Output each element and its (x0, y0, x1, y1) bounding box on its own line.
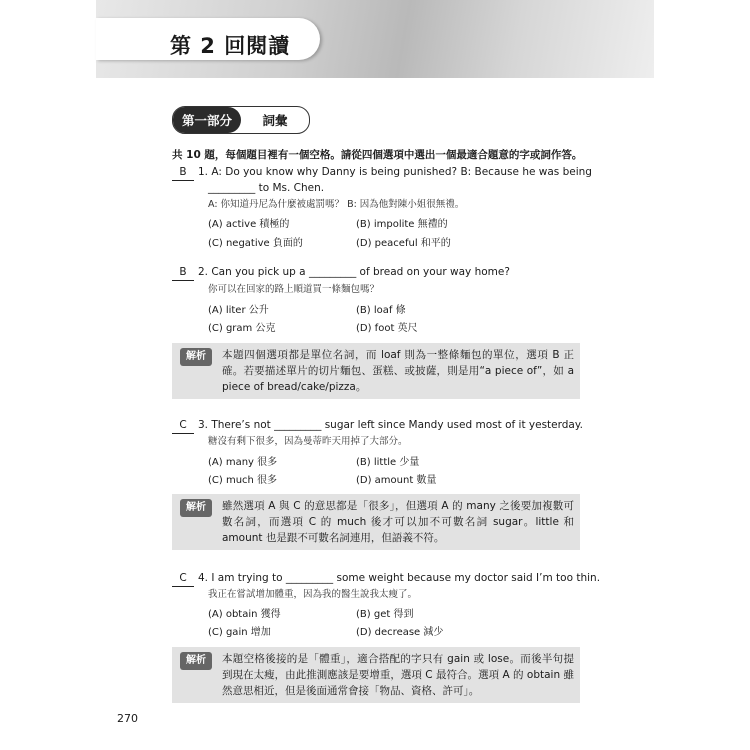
question-3-translation: 糖沒有剩下很多，因為曼蒂昨天用掉了大部分。 (208, 436, 408, 447)
question-text: 1. A: Do you know why Danny is being punished? B: Because he was being (198, 166, 592, 178)
option-b: (B) impolite 無禮的 (356, 219, 448, 230)
explanation-text: 本題四個選項都是單位名詞，而 loaf 則為一整條麵包的單位，選項 B 正確。若要描述單片的切片麵包、蛋糕、或披薩，則是用“a piece of”，如 a piece of bread/cake/pizza。 (222, 349, 574, 393)
option-b: (B) loaf 條 (356, 305, 406, 316)
explanation-text: 本題空格後接的是「體重」，適合搭配的字只有 gain 或 lose。而後半句提到現在太瘦，由此推測應該是要增重，選項 C 最符合。選項 A 的 obtain 雖然意思相近，但是後面通常會接「物品、資格、許可」。 (222, 653, 574, 697)
explanation-badge: 解析 (180, 499, 212, 517)
answer-blank: B (172, 164, 194, 181)
question-2 (172, 264, 510, 281)
explanation-text: 雖然選項 A 與 C 的意思都是「很多」，但選項 A 的 many 之後要加複數可數名詞，而選項 C 的 much 後才可以加不可數名詞 sugar。little 和 amount 也是跟不可數名詞連用，但語義不符。 (222, 500, 574, 544)
option-d: (D) peaceful 和平的 (356, 238, 451, 249)
option-c: (C) gram 公克 (208, 323, 276, 334)
option-c: (C) negative 負面的 (208, 238, 303, 249)
answer-blank: B (172, 264, 194, 281)
answer-blank: C (172, 417, 194, 434)
question-2-translation: 你可以在回家的路上順道買一條麵包嗎？ (208, 284, 380, 295)
question-4-translation: 我正在嘗試增加體重，因為我的醫生說我太瘦了。 (208, 589, 418, 600)
section-name-label: 詞彙 (262, 113, 288, 128)
question-3 (172, 417, 583, 434)
explanation-badge: 解析 (180, 652, 212, 670)
explanation-badge: 解析 (180, 348, 212, 366)
question-1 (172, 164, 592, 181)
option-a: (A) liter 公升 (208, 305, 269, 316)
instructions: 共 10 題，每個題目裡有一個空格。請從四個選項中選出一個最適合題意的字或詞作答。 (172, 149, 583, 161)
explanation-box (172, 647, 580, 703)
section-part-label: 第一部分 (173, 107, 241, 133)
question-text: 2. Can you pick up a _________ of bread on your way home? (198, 266, 510, 278)
option-d: (D) foot 英尺 (356, 323, 418, 334)
explanation-box (172, 494, 580, 550)
question-text: 4. I am trying to _________ some weight because my doctor said I’m too thin. (198, 572, 601, 584)
question-1-translation: A: 你知道丹尼為什麼被處罰嗎？ B: 因為他對陳小姐很無禮。 (208, 199, 465, 210)
question-text: 3. There’s not _________ sugar left since Mandy used most of it yesterday. (198, 419, 583, 431)
question-4 (172, 570, 600, 587)
option-a: (A) many 很多 (208, 457, 278, 468)
option-c: (C) much 很多 (208, 475, 278, 486)
option-c: (C) gain 增加 (208, 627, 271, 638)
option-a: (A) obtain 獲得 (208, 609, 281, 620)
option-d: (D) amount 數量 (356, 475, 437, 486)
question-1-line2: _________ to Ms. Chen. (208, 182, 325, 194)
answer-blank: C (172, 570, 194, 587)
option-b: (B) little 少量 (356, 457, 420, 468)
page-number: 270 (117, 712, 138, 725)
explanation-box (172, 343, 580, 399)
section-tab (172, 106, 310, 134)
option-a: (A) active 積極的 (208, 219, 290, 230)
page-title: 第 2 回閱讀 (170, 34, 291, 58)
option-b: (B) get 得到 (356, 609, 414, 620)
option-d: (D) decrease 減少 (356, 627, 444, 638)
